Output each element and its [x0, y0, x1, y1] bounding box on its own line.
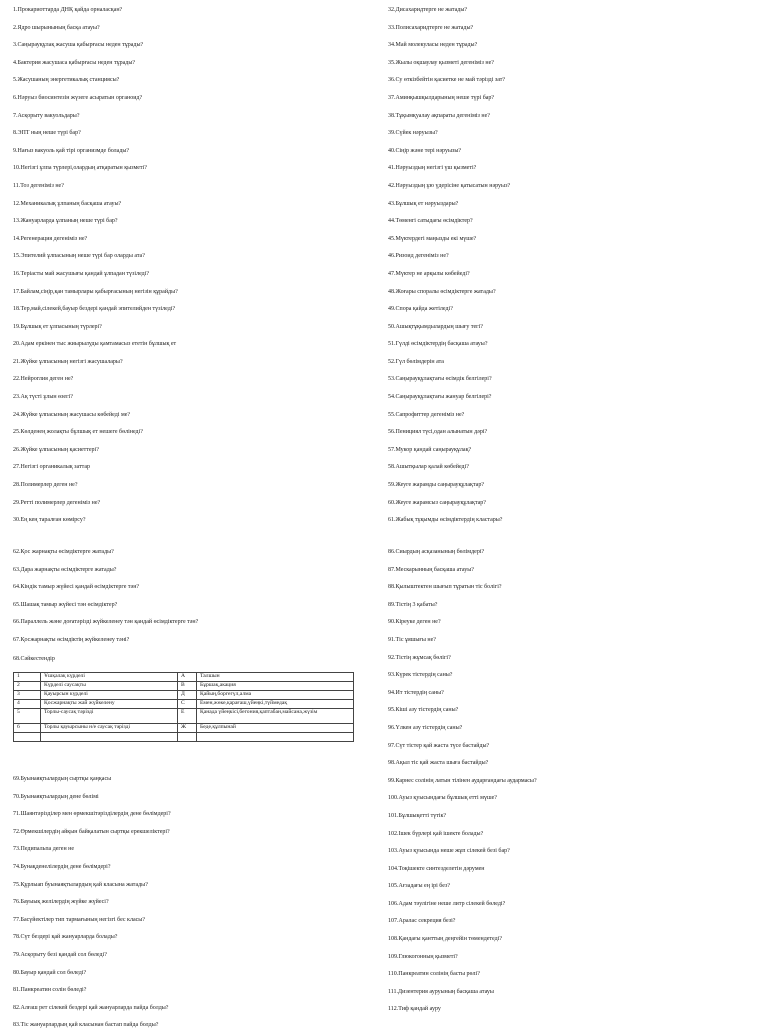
- question-item: 51.Гүлді өсімдіктердің басқаша атауы?: [388, 341, 488, 348]
- question-item: 67.Қосжарнақты өсімдіктің жүйкеленеу тәні?: [13, 636, 130, 643]
- leaf-type: Қауырсын күрделі: [41, 691, 178, 700]
- matching-task-title: 68.Сәйкестендір: [13, 656, 55, 662]
- row-number: 6: [14, 724, 41, 733]
- question-item: 96.Үлкен азу тістердің саны?: [388, 724, 463, 731]
- question-item: 14.Регенерация дегеніміз не?: [13, 235, 88, 242]
- question-item: 37.Аминқышқылдарының неше түрі бар?: [388, 94, 495, 101]
- option-letter: С: [178, 700, 197, 709]
- question-list-69-83: [13, 771, 373, 1035]
- table-row: [14, 733, 354, 742]
- question-item: 35.Жылы оқшаулау қызметі дегеніміз не?: [388, 59, 494, 66]
- question-item: 74.Бунақденелілердің дене бөлімдері?: [13, 863, 111, 870]
- row-number: [14, 733, 41, 742]
- question-item: 79.Асқорыту безі қандай сол бөледі?: [13, 951, 107, 958]
- plant-examples: Талшын: [197, 673, 354, 682]
- plant-examples: [197, 733, 354, 742]
- question-item: 76.Бауыық желілердің жүйке жүйесі?: [13, 899, 109, 906]
- question-item: 7.Асқорыту вакуольдары?: [13, 112, 80, 119]
- question-item: 111.Дизентерия ауруының басқаша атауы: [388, 988, 494, 995]
- question-item: 109.Глюкогонның қызметі?: [388, 953, 458, 960]
- question-item: 110.Панкреатин солінің басты рөлі?: [388, 971, 480, 978]
- matching-table: [13, 672, 354, 742]
- question-item: 93.Күрек тістердің саны?: [388, 672, 453, 679]
- question-item: 53.Саңырауқұлақтағы өсімдік белгілері?: [388, 376, 492, 383]
- question-item: 98.Ақыл тіс қай жаста шыға бастайды?: [388, 760, 489, 767]
- row-number: 5: [14, 709, 41, 724]
- table-row: [14, 724, 354, 733]
- leaf-type: [41, 733, 178, 742]
- question-item: 55.Сапрофиттер дегеніміз не?: [388, 411, 465, 418]
- row-number: 4: [14, 700, 41, 709]
- question-item: 102.Ішек бүрлері қай ішекте болады?: [388, 830, 484, 837]
- question-item: 11.Тоз дегеніміз не?: [13, 182, 64, 189]
- question-item: 92.Тістің жұмсақ бөлігі?: [388, 654, 451, 661]
- table-row: [14, 673, 354, 682]
- question-item: 66.Параллель және доғатәрізді жүйкеленеу тән қандай өсімдіктерге тән?: [13, 619, 199, 626]
- question-item: 86.Сиырдың асқазанының бөлімдері?: [388, 549, 485, 555]
- question-item: 73.Педипальпа деген не: [13, 846, 75, 853]
- question-item: 10.Негізгі ұлпа түрлері,олардың атқаратын қызметі?: [13, 165, 147, 172]
- question-item: 81.Панкреатин солін бөледі?: [13, 987, 87, 994]
- question-item: 27.Негізгі органикалық заттар: [13, 464, 91, 471]
- question-list-62-67: [13, 544, 373, 650]
- row-number: 3: [14, 691, 41, 700]
- question-item: 21.Жүйке ұлпасының негізгі жасушалары?: [13, 358, 123, 365]
- question-item: 48.Жоғары споралы өсімдіктерге жатады?: [388, 288, 496, 295]
- leaf-type: Қосжарнақты жай жүйкелену: [41, 700, 178, 709]
- leaf-type: Күрделі саусақты: [41, 682, 178, 691]
- question-item: 13.Жануарларда ұлпаның неше түрі бар?: [13, 218, 118, 225]
- question-list-1-30: [13, 2, 373, 530]
- row-number: 2: [14, 682, 41, 691]
- question-item: 34.Май молекуласы неден тұрады?: [388, 42, 478, 49]
- question-item: 38.Тұқымқуалау ақпараты дегеніміз не?: [388, 112, 490, 119]
- question-item: 26.Жүйке ұлпасының қасиеттері?: [13, 446, 99, 453]
- question-item: 103.Ауыз қуысында неше жұп сілекей безі бар?: [388, 848, 510, 855]
- question-item: 107.Аралас секреция безі?: [388, 918, 456, 925]
- question-item: 40.Сіңір және тері нәруызы?: [388, 147, 462, 154]
- question-item: 90.Кіреуке деген не?: [388, 619, 441, 626]
- question-item: 78.Сүт бездері қай жануарларда болады?: [13, 934, 118, 941]
- leaf-type: Ұшқалақ күрделі: [41, 673, 178, 682]
- question-item: 80.Бауыр қандай сол бөледі?: [13, 969, 87, 976]
- question-item: 23.Ақ түсті ұлын өзегі?: [13, 394, 73, 401]
- question-item: 105.Ағзадағы ең ірі без?: [388, 883, 450, 890]
- question-list-86-112: [388, 544, 748, 1019]
- question-item: 17.Байлам,сіңір,қан тамырлары қабырғасының негізін құрайды?: [13, 288, 178, 295]
- question-item: 71.Шаянтәрізділер мен өрмекшітәрізділердің дене бөлімдері?: [13, 811, 171, 818]
- question-item: 49.Спора қайда жетіледі?: [388, 306, 453, 313]
- question-item: 63.Дара жарнақты өсімдіктерге жатады?: [13, 566, 117, 573]
- question-item: 65.Шашақ тамыр жүйесі тән өсімдіктер?: [13, 601, 118, 608]
- question-item: 32.Дисахаридтерге не жатады?: [388, 7, 468, 13]
- question-item: 16.Теріасты май жасушығы қандай ұлпадан түзіледі?: [13, 270, 150, 277]
- question-item: 57.Мукор қандай саңырауқұлақ?: [388, 446, 472, 453]
- question-item: 50.Ашықтұқымдылардың шығу тегі?: [388, 323, 483, 330]
- question-item: 46.Ризоид дегеніміз не?: [388, 253, 449, 260]
- question-item: 64.Кіндік тамыр жүйесі қандай өсімдіктерге тән?: [13, 584, 140, 591]
- question-item: 24.Жүйке ұлпасының жасушасы көбейеді ме?: [13, 411, 131, 418]
- question-item: 75.Құрлыап буынаяқтылардың қай класына жатады?: [13, 881, 148, 888]
- question-item: 60.Жеуге жарамсыз саңырауқұлақтар?: [388, 499, 486, 506]
- question-item: 77.Басүйектілер тип тармағының негізгі бес класы?: [13, 916, 145, 923]
- question-item: 43.Бұлшық ет нәруыздары?: [388, 200, 459, 207]
- question-item: 91.Тіс ұяшығы не?: [388, 636, 436, 643]
- question-item: 12.Механикалық ұлпаның басқаша атауы?: [13, 200, 122, 207]
- question-item: 104.Тоқішекте синтезделетін дәрумен: [388, 865, 485, 872]
- question-item: 39.Сүйек нәруызы?: [388, 130, 438, 137]
- row-number: 1: [14, 673, 41, 682]
- question-item: 59.Жеуге жарамды саңырауқұлақтар?: [388, 482, 484, 489]
- option-letter: Е: [178, 709, 197, 724]
- question-item: 72.Өрмекшілердің айқын байқалатын сыртқы ерекшеліктері?: [13, 828, 170, 835]
- table-row: [14, 682, 354, 691]
- question-item: 15.Эпителий ұлпасының неше түрі бар оларды ата?: [13, 253, 145, 260]
- question-item: 100.Ауыз қуысындағы бұлшық етті мүше?: [388, 795, 497, 802]
- leaf-type: Торлы-саусақ тәрізді: [41, 709, 178, 724]
- table-row: [14, 709, 354, 724]
- question-item: 88.Қылыштектен шығып тұратын тіс болігі?: [388, 584, 502, 591]
- question-item: 99.Карнес солінің латын тілінен аударғандағы аудармасы?: [388, 777, 537, 784]
- question-item: 44.Төменгі сатыдағы өсімдіктер?: [388, 218, 473, 225]
- question-item: 95.Кіші азу тістердің саны?: [388, 707, 459, 714]
- question-item: 29.Ретті полимерлер дегеніміз не?: [13, 499, 101, 506]
- question-item: 18.Тер,май,сілекей,бауыр бездері қандай эпителийден түзіледі?: [13, 306, 176, 313]
- option-letter: [178, 733, 197, 742]
- option-letter: Д: [178, 691, 197, 700]
- question-item: 83.Тіс жануарлардың қай класынан бастап пайда болды?: [13, 1022, 159, 1029]
- question-item: 4.Бактерия жасушаса қабырғасы неден тұрады?: [13, 59, 136, 66]
- plant-examples: Емен,жөке,қарағаш,үйеңкі,түймедақ: [197, 700, 354, 709]
- table-row: [14, 700, 354, 709]
- question-item: 97.Сүт тістер қай жаста түсе бастайды?: [388, 742, 490, 749]
- question-item: 5.Жасушаның энергетикалық станциясы?: [13, 77, 120, 84]
- question-item: 52.Гүл бөлімдерін ата: [388, 358, 444, 365]
- question-item: 3.Саңырауқұлақ жасуша қабырғасы неден тұрады?: [13, 42, 144, 49]
- question-item: 22.Нейроглия деген не?: [13, 376, 74, 383]
- question-item: 42.Нәруыздың ұю үдерісіне қатысатын нәруыз?: [388, 182, 511, 189]
- question-item: 36.Су өткізбейтін қасиетке не май тәрізді зат?: [388, 77, 506, 84]
- plant-examples: Қайың,боргегүл,алма: [197, 691, 354, 700]
- plant-examples: Беде,құлпынай: [197, 724, 354, 733]
- question-item: 8.ЭПТ ның неше түрі бар?: [13, 130, 81, 137]
- question-item: 56.Пенициял түсі,одан алынатын дәрі?: [388, 429, 488, 436]
- question-item: 62.Қос жарнақты өсімдіктерге жатады?: [13, 549, 114, 555]
- plant-examples: Қанада үйеңкісі,бегония,қаптабан,майсана,жүзім: [197, 709, 354, 724]
- question-item: 20.Адам еркінен тыс жиырылуды қамтамасыз ететін бұлшық ет: [13, 341, 177, 348]
- question-item: 41.Нәруыздың негізгі үш қызметі?: [388, 165, 477, 172]
- option-letter: Ж: [178, 724, 197, 733]
- option-letter: В: [178, 682, 197, 691]
- question-item: 87.Мескарынның басқаша атауы?: [388, 566, 474, 573]
- question-item: 94.Ит тістердің саны?: [388, 689, 444, 696]
- question-item: 30.Ең кең таралған көмірсу?: [13, 517, 86, 524]
- question-item: 89.Тістің 3 қабаты?: [388, 601, 438, 608]
- question-item: 45.Мүктердегі маңызды екі мүше?: [388, 235, 477, 242]
- question-item: 69.Буынаяқтылардың сыртқы қаңқасы: [13, 776, 112, 782]
- question-item: 106.Адам тәулігіне неше литр сілекей бөледі?: [388, 900, 506, 907]
- question-list-32-61: [388, 2, 748, 530]
- question-item: 61.Жабық тұқымды өсімдіктердің кластары?: [388, 517, 503, 524]
- question-item: 25.Көлденең жолақты бұлшық ет нешеге бөлінеді?: [13, 429, 143, 436]
- question-item: 112.Тиф қандай ауру: [388, 1006, 441, 1013]
- leaf-type: Торлы қауырсыны н/е саусақ тәрізді: [41, 724, 178, 733]
- question-item: 108.Қандағы қанттың деңгейін төмендетеді?: [388, 936, 503, 943]
- option-letter: А: [178, 673, 197, 682]
- question-item: 47.Мүктер не арқылы көбейеді?: [388, 270, 470, 277]
- question-item: 70.Буынаяқтылардың дене бөлімі: [13, 793, 99, 800]
- question-item: 28.Полимерлер деген не?: [13, 482, 78, 489]
- plant-examples: Бұршақ,акация: [197, 682, 354, 691]
- question-item: 6.Нәруыз биосинтезін жүзеге асыратын органоид?: [13, 94, 143, 101]
- table-row: [14, 691, 354, 700]
- question-item: 33.Полисахаридтерге не жатады?: [388, 24, 474, 31]
- question-item: 19.Бұлшық ет ұлпасының түрлері?: [13, 323, 102, 330]
- question-item: 1.Прокариоттарда ДНҚ қайда орналасқан?: [13, 7, 123, 13]
- question-item: 101.Бұлшықетті түтік?: [388, 812, 447, 819]
- question-item: 54.Саңырауқұлақтағы жануар белгілері?: [388, 394, 492, 401]
- question-item: 2.Ядро шырынының басқа атауы?: [13, 24, 100, 31]
- question-item: 58.Ашытқылар қалай көбейеді?: [388, 464, 469, 471]
- question-item: 9.Нағыз вакуоль қай тірі организмде болады?: [13, 147, 130, 154]
- question-item: 82.Алғаш рет сілекей бездері қай жануарларда пайда болды?: [13, 1004, 169, 1011]
